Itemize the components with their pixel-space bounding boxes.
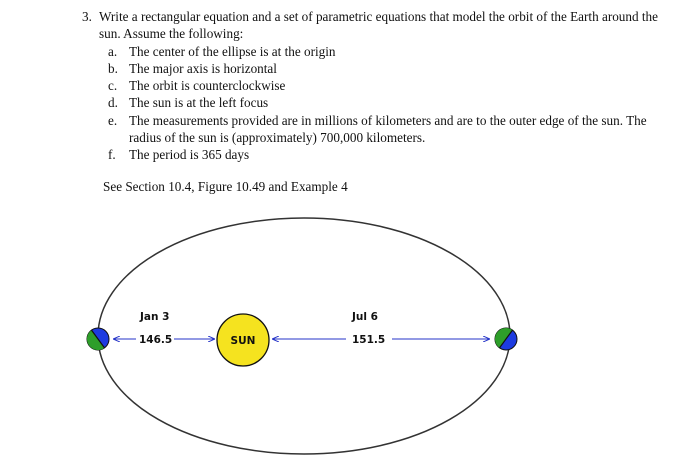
assumption-text: The sun is at the left focus — [129, 95, 269, 111]
right-date-label: Jul 6 — [352, 311, 378, 323]
earth-right-icon — [495, 328, 517, 350]
reference-note: See Section 10.4, Figure 10.49 and Example 4 — [103, 179, 348, 194]
assumption-letter: a. — [108, 43, 118, 59]
assumption-text: The measurements provided are in millions of kilometers and are to the outer edge of the sun. The radius of the sun is (approximately) 700,000 kilometers. — [129, 112, 647, 146]
assumption-text: The period is 365 days — [129, 147, 250, 163]
assumption-text: The orbit is counterclockwise — [129, 78, 286, 94]
assumption-letter: e. — [108, 112, 118, 128]
assumption-letter: c. — [108, 78, 118, 94]
problem-number: 3. — [82, 9, 92, 24]
left-date-label: Jan 3 — [140, 311, 170, 323]
right-distance-label: 151.5 — [352, 334, 386, 346]
assumption-letter: b. — [108, 60, 118, 76]
earth-left-icon — [87, 328, 109, 350]
assumption-letter: f. — [108, 147, 116, 163]
left-distance-label: 146.5 — [139, 334, 173, 346]
sun-label: SUN — [230, 335, 256, 347]
assumption-text: The center of the ellipse is at the origin — [129, 43, 336, 59]
assumption-letter: d. — [108, 95, 118, 111]
problem-intro: Write a rectangular equation and a set of parametric equations that model the orbit of the Earth around the sun. Assume the following: — [99, 9, 658, 42]
assumption-text: The major axis is horizontal — [129, 60, 277, 76]
